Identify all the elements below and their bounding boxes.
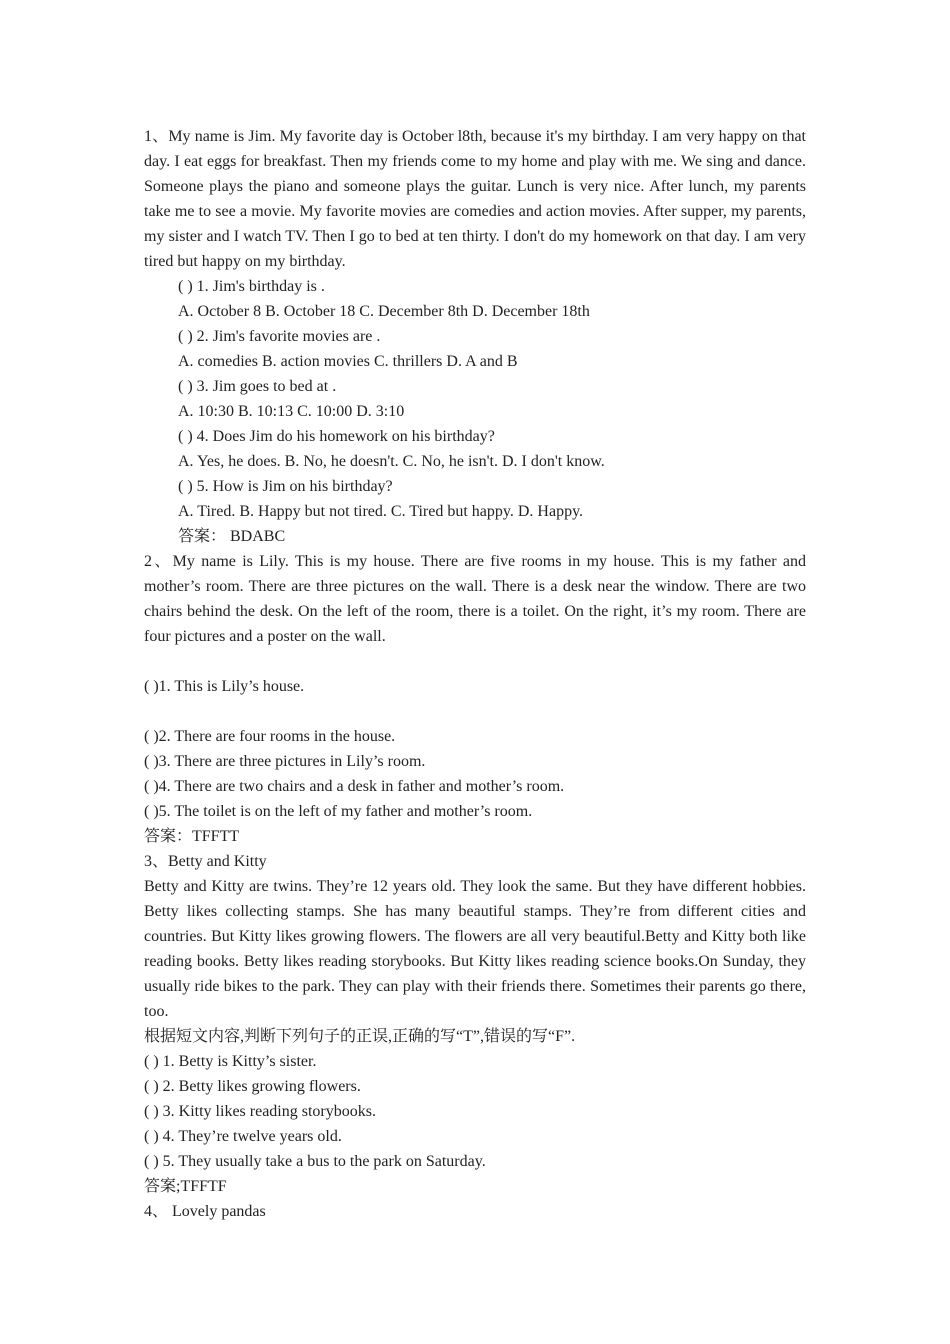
blank-line xyxy=(144,649,806,674)
p2-question-2: ( )2. There are four rooms in the house. xyxy=(144,728,396,745)
p3-answer: 答案;TFFTF xyxy=(144,1178,227,1195)
p1-options-2: A. comedies B. action movies C. thrillers D. A and B xyxy=(178,353,518,370)
passage-1-text: 1、My name is Jim. My favorite day is October l8th, because it's my birthday. I am very happy on that day. I eat eggs for breakfast. Then my friends come to my home and play with me. We sing and dance. Someone plays the piano and someone plays the guitar. Lunch is very nice. After lunch, my parents take me to see a movie. My favorite movies are comedies and action movies. After supper, my parents, my sister and I watch TV. Then I go to bed at ten thirty. I don't do my homework on that day. I am very tired but happy on my birthday. xyxy=(144,128,806,270)
p1-question-5: ( ) 5. How is Jim on his birthday? xyxy=(178,478,393,495)
p1-answer: 答案： BDABC xyxy=(178,528,286,545)
p1-options-3: A. 10:30 B. 10:13 C. 10:00 D. 3:10 xyxy=(178,403,405,420)
p2-question-1: ( )1. This is Lily’s house. xyxy=(144,678,305,695)
p2-question-5: ( )5. The toilet is on the left of my father and mother’s room. xyxy=(144,803,533,820)
blank-line xyxy=(144,699,806,724)
passage-4-title: 4、 Lovely pandas xyxy=(144,1203,266,1220)
passage-3-title: 3、Betty and Kitty xyxy=(144,853,267,870)
p1-options-5: A. Tired. B. Happy but not tired. C. Tired but happy. D. Happy. xyxy=(178,503,584,520)
document-page xyxy=(144,124,806,1224)
passage-3-text: Betty and Kitty are twins. They’re 12 years old. They look the same. But they have different hobbies. Betty likes collecting stamps. She has many beautiful stamps. They’re from different cities and countries. But Kitty likes growing flowers. The flowers are all very beautiful.Betty and Kitty both like reading books. Betty likes reading storybooks. But Kitty likes reading science books.On Sunday, they usually ride bikes to the park. They can play with their friends there. Sometimes their parents go there, too. xyxy=(144,878,806,1020)
p3-question-4: ( ) 4. They’re twelve years old. xyxy=(144,1128,342,1145)
p3-question-5: ( ) 5. They usually take a bus to the park on Saturday. xyxy=(144,1153,486,1170)
p3-question-1: ( ) 1. Betty is Kitty’s sister. xyxy=(144,1053,317,1070)
p3-question-3: ( ) 3. Kitty likes reading storybooks. xyxy=(144,1103,376,1120)
p2-question-4: ( )4. There are two chairs and a desk in father and mother’s room. xyxy=(144,778,565,795)
p2-question-3: ( )3. There are three pictures in Lily’s room. xyxy=(144,753,426,770)
p1-question-2: ( ) 2. Jim's favorite movies are . xyxy=(178,328,381,345)
p1-question-4: ( ) 4. Does Jim do his homework on his birthday? xyxy=(178,428,495,445)
p1-question-1: ( ) 1. Jim's birthday is . xyxy=(178,278,325,295)
p3-instruction: 根据短文内容,判断下列句子的正误,正确的写“T”,错误的写“F”. xyxy=(144,1028,576,1045)
passage-2-text: 2、My name is Lily. This is my house. There are five rooms in my house. This is my father and mother’s room. There are three pictures on the wall. There is a desk near the window. There are two chairs behind the desk. On the left of the room, there is a toilet. On the right, it’s my room. There are four pictures and a poster on the wall. xyxy=(144,553,806,645)
p1-options-1: A. October 8 B. October 18 C. December 8th D. December 18th xyxy=(178,303,590,320)
p2-answer: 答案：TFFTT xyxy=(144,828,240,845)
p1-options-4: A. Yes, he does. B. No, he doesn't. C. No, he isn't. D. I don't know. xyxy=(178,453,605,470)
p3-question-2: ( ) 2. Betty likes growing flowers. xyxy=(144,1078,361,1095)
p1-question-3: ( ) 3. Jim goes to bed at . xyxy=(178,378,337,395)
